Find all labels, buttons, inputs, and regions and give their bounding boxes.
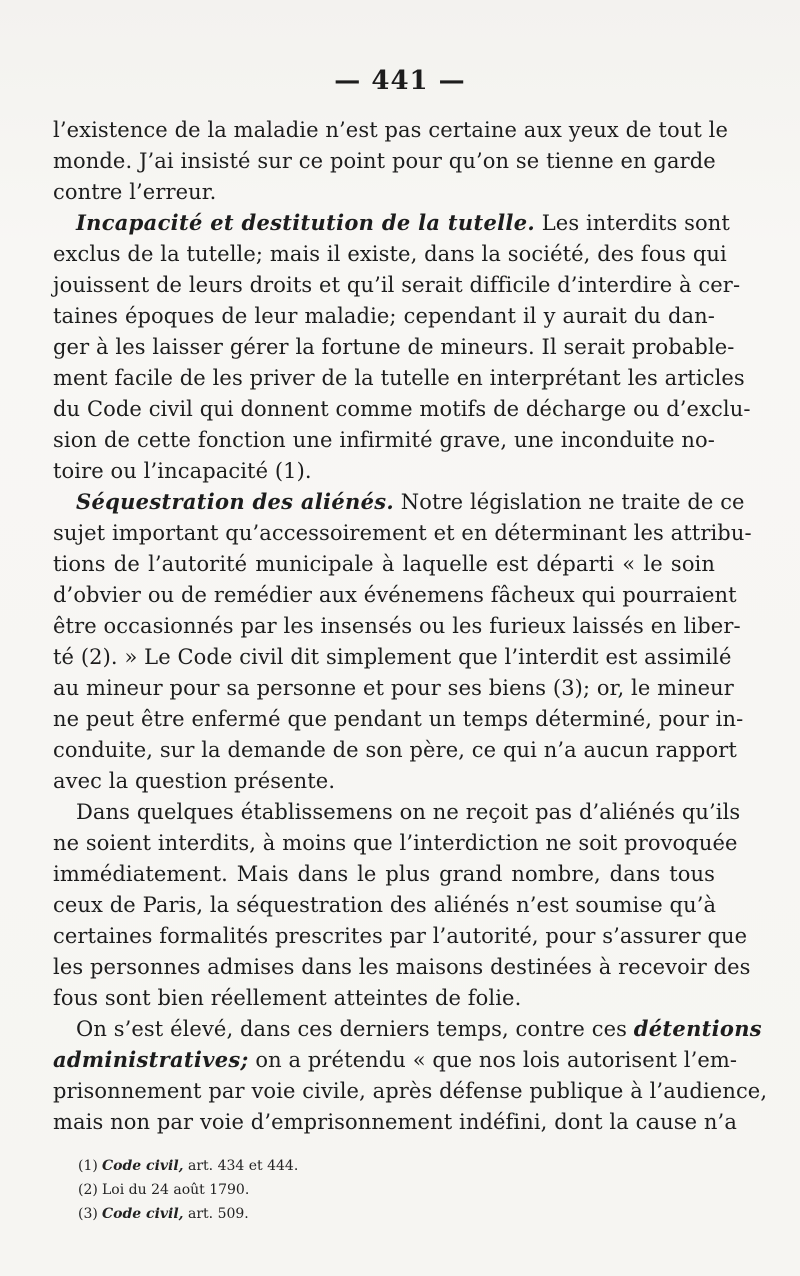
text-line: taines époques de leur maladie; cependant il y aurait du dan- bbox=[53, 304, 715, 328]
text-line: d’obvier ou de remédier aux événemens fâcheux qui pourraient bbox=[53, 583, 737, 607]
text-line: conduite, sur la demande de son père, ce qui n’a aucun rapport bbox=[53, 738, 737, 762]
footnote-3 bbox=[78, 1202, 598, 1226]
text-line: toire ou l’incapacité (1). bbox=[53, 459, 312, 483]
italic-term: détentions bbox=[633, 1016, 762, 1041]
text-line: Dans quelques établissemens on ne reçoit pas d’aliénés qu’ils bbox=[76, 800, 741, 824]
text-line: contre l’erreur. bbox=[53, 180, 217, 204]
text-fragment: on a prétendu « que nos lois autorisent l’em- bbox=[255, 1048, 738, 1072]
text-line: mais non par voie d’emprisonnement indéfini, dont la cause n’a bbox=[53, 1110, 737, 1134]
footnote-1 bbox=[78, 1154, 598, 1178]
text-line: immédiatement. Mais dans le plus grand nombre, dans tous bbox=[53, 862, 715, 886]
footnote-number: (1) bbox=[78, 1158, 98, 1174]
italic-term: administratives; bbox=[53, 1047, 249, 1072]
text-line: les personnes admises dans les maisons destinées à recevoir des bbox=[53, 955, 751, 979]
text-line bbox=[76, 1014, 762, 1044]
section-heading: Séquestration des aliénés. bbox=[76, 489, 394, 514]
text-line: fous sont bien réellement atteintes de folie. bbox=[53, 986, 522, 1010]
text-line: ceux de Paris, la séquestration des aliénés n’est soumise qu’à bbox=[53, 893, 717, 917]
footnote-number: (2) bbox=[78, 1182, 98, 1198]
text-line: être occasionnés par les insensés ou les furieux laissés en liber- bbox=[53, 614, 741, 638]
footnote-number: (3) bbox=[78, 1206, 98, 1222]
footnote-text: Loi du 24 août 1790. bbox=[102, 1182, 250, 1198]
text-fragment: On s’est élevé, dans ces derniers temps, contre ces bbox=[76, 1017, 627, 1041]
text-line: monde. J’ai insisté sur ce point pour qu’on se tienne en garde bbox=[53, 149, 716, 173]
text-line: avec la question présente. bbox=[53, 769, 336, 793]
text-line: sujet important qu’accessoirement et en déterminant les attribu- bbox=[53, 521, 752, 545]
text-line: certaines formalités prescrites par l’autorité, pour s’assurer que bbox=[53, 924, 748, 948]
text-line: ne peut être enfermé que pendant un temps déterminé, pour in- bbox=[53, 707, 744, 731]
text-line: té (2). » Le Code civil dit simplement que l’interdit est assimilé bbox=[53, 645, 732, 669]
text-line: tions de l’autorité municipale à laquelle est départi « le soin bbox=[53, 552, 715, 576]
text-line: jouissent de leurs droits et qu’il serait difficile d’interdire à cer- bbox=[53, 273, 741, 297]
text-line: du Code civil qui donnent comme motifs de décharge ou d’exclu- bbox=[53, 397, 751, 421]
footnote-text: art. 434 et 444. bbox=[183, 1158, 299, 1174]
section-heading: Incapacité et destitution de la tutelle. bbox=[76, 210, 535, 235]
footnote-2 bbox=[78, 1178, 598, 1202]
text-fragment: Notre législation ne traite de ce bbox=[400, 490, 745, 514]
footnote-text: art. 509. bbox=[183, 1206, 249, 1222]
text-line bbox=[53, 1045, 738, 1075]
text-fragment: Les interdits sont bbox=[541, 211, 730, 235]
text-line: ne soient interdits, à moins que l’interdiction ne soit provoquée bbox=[53, 831, 738, 855]
text-line: ment facile de les priver de la tutelle en interprétant les articles bbox=[53, 366, 745, 390]
text-line: ger à les laisser gérer la fortune de mineurs. Il serait probable- bbox=[53, 335, 735, 359]
text-line bbox=[76, 208, 730, 238]
footnotes bbox=[78, 1154, 598, 1226]
text-line: l’existence de la maladie n’est pas certaine aux yeux de tout le bbox=[53, 118, 728, 142]
text-line: au mineur pour sa personne et pour ses biens (3); or, le mineur bbox=[53, 676, 734, 700]
page-number: — 441 — bbox=[334, 66, 466, 96]
text-line: prisonnement par voie civile, après défense publique à l’audience, bbox=[53, 1079, 768, 1103]
text-line: exclus de la tutelle; mais il existe, dans la société, des fous qui bbox=[53, 242, 727, 266]
text-line: sion de cette fonction une infirmité grave, une inconduite no- bbox=[53, 428, 715, 452]
footnote-italic: Code civil, bbox=[102, 1206, 184, 1222]
footnote-italic: Code civil, bbox=[102, 1158, 184, 1174]
text-line bbox=[76, 487, 745, 517]
